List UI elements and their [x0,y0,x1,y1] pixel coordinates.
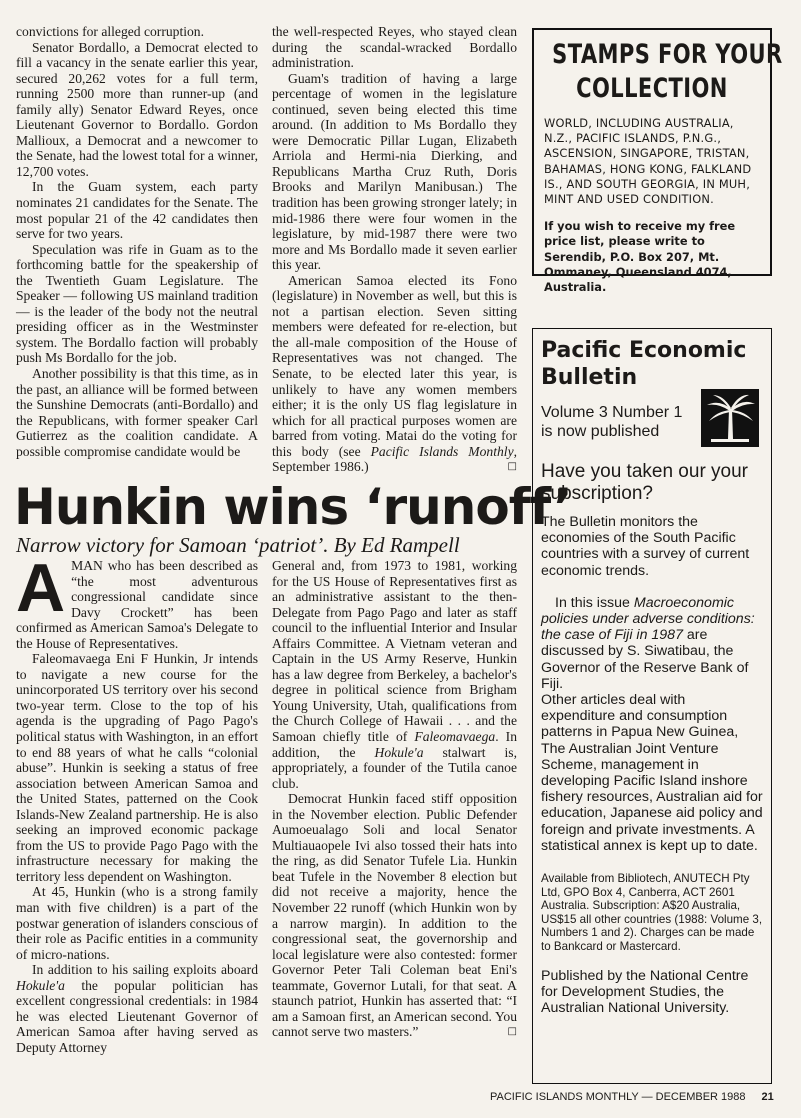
boat-name: Hokule'a [374,744,424,760]
bulletin-issue-summary [541,595,763,692]
article-column-bottom-middle [272,558,517,1040]
paragraph-text: MAN who has been described as “the most adventurous congressional candidate since Davy Crockett” has been confirmed as American Samoa's Delegate to the House of Representatives. [16,558,258,651]
paragraph: the well-respected Reyes, who stayed clean during the scandal-wracked Bordallo administration. [272,24,517,71]
paragraph-text: General and, from 1973 to 1981, working for the US House of Representatives first as an administrative assistant to the then-Delegate from Pago Pago and later as staff council to the influential Interior and Insular Affairs Committee. A Vietnam veteran and Captain in the US Army Reserve, Hunkin has a law degree from Berkeley, a bachelor's degree in political science from Brigham Young University, Utah, qualifications from the Church College of Hawaii . . . and the Samoan chiefly title of [272,558,517,745]
paragraph-text: the popular politician has excellent congressional credentials: in 1984 he was elected Lieutenant Governor of American Samoa after having served as Deputy Attorney [16,977,258,1055]
paragraph: At 45, Hunkin (who is a strong family man with five children) is a part of the postwar generation of islanders conscious of their role as Pacific entities in a community of micro-nations. [16,884,258,962]
paragraph [272,558,517,791]
bulletin-ad-title-line: Pacific Economic [541,338,747,363]
drop-cap: A [16,550,66,626]
paragraph-text: stalwart is, appropriately, a founder of the Tutila canoe club. [272,744,517,791]
bulletin-issue-text: In this issue [555,594,630,611]
bulletin-description: The Bulletin monitors the economies of the South Pacific countries with a survey of current economic trends. [541,514,750,579]
bulletin-ad-title-line: Bulletin [541,365,638,390]
stamps-ad-title [552,38,783,106]
chiefly-title: Faleomavaega [414,729,496,745]
article-column-bottom-left [16,550,258,1056]
palm-tree-icon [701,389,759,447]
paragraph-text: In addition to his sailing exploits aboard [32,962,258,978]
stamps-advertisement [532,28,783,295]
paragraph: Another possibility is that this time, as in the past, an alliance will be formed between the Sunshine Democrats (anti-Bordallo) and the Republicans, with former speaker Carl Gutierrez as the coalition candidate. A possible compromise candidate would be [16,366,258,459]
bulletin-advertisement [532,328,772,1084]
boat-name: Hokule'a [16,977,65,993]
bulletin-issue-text: are discussed by S. Siwatibau, the Governor of the Reserve Bank of Fiji. [541,627,749,692]
stamps-ad-title-line: STAMPS FOR YOUR [552,39,783,70]
page-footer [490,1090,780,1104]
page-number: 21 [761,1091,774,1103]
article-column-top-middle [272,24,517,475]
paragraph: Speculation was rife in Guam as to the forthcoming battle for the speakership of the Twentieth Guam Legislature. The Speaker — following US mainland tradition — is the leader of the body not the neutral presiding officer as in the Westminster system. The Bordallo faction will probably push Ms Bordallo for the job. [16,241,258,366]
stamps-ad-contact: If you wish to receive my free price list, please write to Serendib, P.O. Box 207, Mt. Ommaney, Queensland 4074, Australia. [544,219,736,295]
bulletin-volume-notice: Volume 3 Number 1 is now published [541,404,683,440]
paragraph: Senator Bordallo, a Democrat elected to fill a vacancy in the senate earlier this year, secured 20,262 votes for a full term, running 2500 more than runner-up (and family ally) Senator Edward Reyes, once Lieutenant Governor to Bordallo. Gordon Mallioux, a Democrat and a newcomer to the Senate, had the lowest total for a winner, 12,700 votes. [16,39,258,179]
paragraph-text: . In addition, the [272,729,518,760]
paragraph [16,962,258,1055]
bulletin-other-articles: Other articles deal with expenditure and consumption patterns in Papua New Guinea, The Australian Joint Venture Scheme, management in developing Pacific Island inshore fishery resources, Australian aid for education, Japanese aid policy and foreign and private investments. A statistical annex is kept up to date. [541,692,763,854]
bulletin-availability: Available from Bibliotech, ANUTECH Pty Ltd, GPO Box 4, Canberra, ACT 2601 Australia. Subscription: A$20 Australia, US$15 all other countries (1988: Volume 3, Numbers 1 and 2). Charges can be made to Bankcard or Mastercard. [541,872,763,954]
stamps-ad-body: WORLD, INCLUDING AUSTRALIA, N.Z., PACIFIC ISLANDS, P.N.G., ASCENSION, SINGAPORE, TRISTAN, BAHAMAS, HONG KONG, FALKLAND IS., AND SOUTH GEORGIA, IN MUH, MINT AND USED CONDITION. [544,116,752,207]
paragraph: In the Guam system, each party nominates 21 candidates for the Senate. The most popular 21 of the 42 candidates then serve for two years. [16,179,258,242]
article-subheadline: Narrow victory for Samoan ‘patriot’. By Ed Rampell [16,533,460,557]
bulletin-ad-title [541,337,763,391]
bulletin-feature-title: Macroeconomic policies under adverse conditions: the case of Fiji in 1987 [541,594,755,644]
stamps-ad-title-line: COLLECTION [576,73,728,104]
bulletin-subscription-question: Have you taken our your subscription? [541,461,749,504]
article-column-top-left [16,24,258,459]
paragraph: Democrat Hunkin faced stiff opposition in the November election. Public Defender Aumoeualago Soli and local Senator Multiauaopele Ivi also tossed their hats into the ring, as did Senator Tufele Lia. Hunkin beat Tufele in the November 8 election but did not receive a majority, hence the November 22 runoff (which Hunkin won by a narrow margin). In addition to the congressional seat, the governorship and local legislature were also contested: former Governor Peter Tali Coleman beat Eni's teammate, Governor Lutali, for that seat. A staunch patriot, Hunkin has asserted that: “I am a Samoan first, an American second. You cannot serve two masters.” □ [272,791,517,1040]
publication-name: Pacific Islands Monthly [370,443,514,459]
paragraph [16,550,258,651]
paragraph-text: , September 1986.) [272,443,518,475]
publication-footer: PACIFIC ISLANDS MONTHLY — DECEMBER 1988 [490,1091,746,1103]
paragraph: Faleomavaega Eni F Hunkin, Jr intends to navigate a new course for the unincorporated US territory over his second two-year term. Close to the top of his agenda is the upgrading of Pago Pago's political status with Washington, in an effort to end 88 years of what he calls “colonial abuse”. Hunkin is seeking a status of free association between American Samoa and the United States, patterned on the Cook Islands-New Zealand partnership. He is also seeking an improved economic package from the US to provide Pago Pago with the infrastructure necessary for making the territory less dependent on Washington. [16,651,258,884]
bulletin-publisher: Published by the National Centre for Development Studies, the Australian National University. [541,967,749,1017]
paragraph: Guam's tradition of having a large percentage of women in the legislature continued, seven being elected this time around. (In addition to Ms Bordallo they were Democratic Pillar Lugan, Elizabeth Arriola and Hermi-nia Dierking, and Republicans Martha Cruz Ruth, Doris Brooks and Marilyn Manibusan.) The tradition has been growing stronger lately; in mid-1986 there were four women in the legislature, by mid-1987 there were two more and Ms Bordallo made it seven earlier this year. [272,70,517,273]
article-headline: Hunkin wins ‘runoff’ [14,478,572,536]
paragraph: convictions for alleged corruption. [16,24,204,39]
paragraph-text: American Samoa elected its Fono (legislature) in November as well, but this is not a partisan election. Seven sitting members were defeated for re-election, but the all-male composition of the House of Representatives was not changed. The Senate, to be elected later this year, is unlikely to have any women members either; it is the only US flag legislature in which for all practical purposes women are barred from voting. Matai do the voting for this body (see [272,272,517,459]
paragraph [272,273,517,475]
